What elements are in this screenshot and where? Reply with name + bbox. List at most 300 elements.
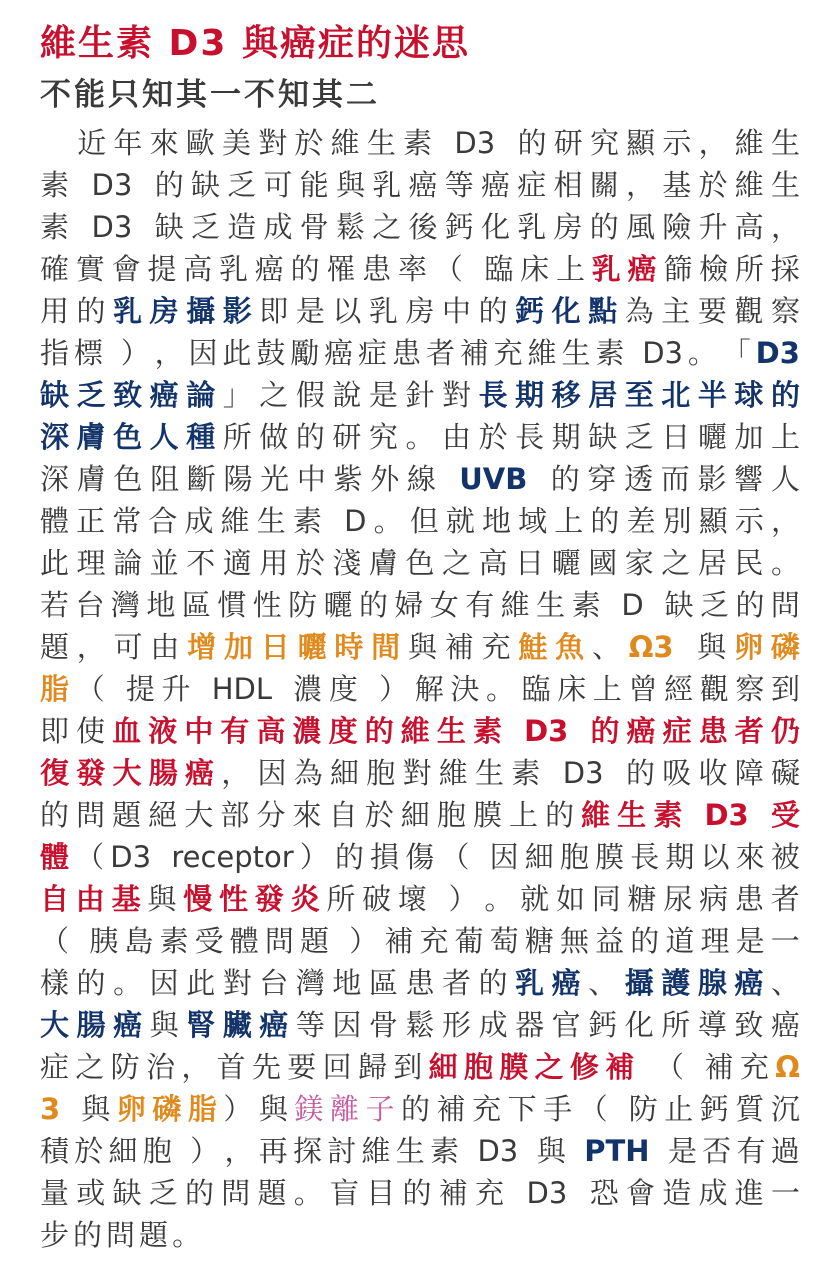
text-glyph: 充 xyxy=(475,1176,505,1210)
text-glyph: 的 xyxy=(478,294,508,328)
text-glyph: 所 xyxy=(661,1008,691,1042)
text-glyph: 患 xyxy=(405,966,435,1000)
text-glyph: 顯 xyxy=(626,126,656,160)
highlight-glyph: 離 xyxy=(329,1092,359,1126)
text-glyph: 以 xyxy=(700,840,730,874)
text-glyph: 期 xyxy=(665,840,695,874)
highlight-glyph: 癌 xyxy=(551,966,581,1000)
text-glyph: 乏 xyxy=(190,210,220,244)
text-glyph: 要 xyxy=(697,294,727,328)
text-glyph: 等 xyxy=(444,168,474,202)
highlight-glyph: 膜 xyxy=(499,1050,529,1084)
article-line xyxy=(40,1004,800,1046)
text-glyph: 與 xyxy=(407,630,437,664)
text-glyph: 相 xyxy=(553,168,583,202)
text-glyph: 與 xyxy=(536,1134,566,1168)
text-glyph: 再 xyxy=(258,1134,288,1168)
text-glyph: 目 xyxy=(366,1176,396,1210)
highlight-glyph: 鎂 xyxy=(294,1092,324,1126)
text-glyph: 之 xyxy=(259,378,289,412)
text-glyph: 。 xyxy=(293,1176,323,1210)
highlight-glyph: 癌 xyxy=(626,714,656,748)
text-glyph: 細 xyxy=(108,1134,138,1168)
text-glyph: 即 xyxy=(40,714,70,748)
text-glyph: 因 xyxy=(332,1008,362,1042)
text-glyph: 充 xyxy=(481,630,511,664)
highlight-glyph: 癌 xyxy=(627,252,657,286)
text-glyph: 素 xyxy=(292,504,322,538)
highlight-glyph: 的 xyxy=(364,714,394,748)
text-glyph: receptor xyxy=(171,840,294,874)
text-glyph: 症 xyxy=(40,1050,70,1084)
article-line xyxy=(40,1088,800,1130)
text-glyph: 癌 xyxy=(254,252,284,286)
text-glyph: 症 xyxy=(517,168,547,202)
text-glyph: 示 xyxy=(734,504,764,538)
text-glyph: 上 xyxy=(509,798,539,832)
text-glyph: 紫 xyxy=(333,462,363,496)
text-glyph: 」 xyxy=(222,378,252,412)
highlight-glyph: 症 xyxy=(662,714,692,748)
text-glyph: 樣 xyxy=(40,966,70,1000)
text-glyph: 地 xyxy=(146,588,176,622)
highlight-glyph: 期 xyxy=(515,378,545,412)
text-glyph: 礙 xyxy=(770,756,800,790)
highlight-glyph: 腺 xyxy=(697,966,727,1000)
text-glyph: 癌 xyxy=(480,168,510,202)
text-glyph: 的 xyxy=(401,1092,431,1126)
text-glyph: 成 xyxy=(184,504,214,538)
highlight-glyph: 性 xyxy=(218,882,248,916)
text-glyph: 經 xyxy=(664,672,694,706)
highlight-glyph: Ω3 xyxy=(628,630,674,664)
article-line xyxy=(40,458,800,500)
text-glyph: 者 xyxy=(425,336,455,370)
text-glyph: 的 xyxy=(550,462,580,496)
text-glyph: 適 xyxy=(222,546,252,580)
text-glyph: 曬 xyxy=(323,588,353,622)
text-glyph: （ xyxy=(440,840,470,874)
highlight-glyph: 慢 xyxy=(183,882,213,916)
text-glyph: 高 xyxy=(183,252,213,286)
text-glyph: 一 xyxy=(770,1176,800,1210)
article-line xyxy=(40,1130,800,1172)
text-glyph: 乏 xyxy=(148,1176,178,1210)
text-glyph: 決 xyxy=(450,672,480,706)
text-glyph: 此 xyxy=(40,546,70,580)
text-glyph: 患 xyxy=(391,336,421,370)
text-glyph: 提 xyxy=(125,672,155,706)
text-glyph: 維 xyxy=(220,504,250,538)
text-glyph: 性 xyxy=(252,588,282,622)
text-glyph: 區 xyxy=(181,588,211,622)
text-glyph: 床 xyxy=(520,252,550,286)
text-glyph: （ xyxy=(40,924,70,958)
text-glyph: 中 xyxy=(442,294,472,328)
text-glyph: 研 xyxy=(332,420,362,454)
highlight-glyph: D3 xyxy=(755,336,800,370)
highlight-glyph: 化 xyxy=(551,294,581,328)
text-glyph: D3 xyxy=(91,210,133,244)
text-glyph: 穿 xyxy=(587,462,617,496)
text-glyph: 線 xyxy=(406,462,436,496)
text-glyph: 絕 xyxy=(148,798,178,832)
text-glyph: 女 xyxy=(429,588,459,622)
text-glyph: 乳 xyxy=(368,294,398,328)
text-glyph: 的 xyxy=(76,294,106,328)
text-glyph: ， xyxy=(770,504,800,538)
text-glyph: 治 xyxy=(145,1050,175,1084)
text-glyph: 題 xyxy=(139,1218,173,1252)
text-glyph: 若 xyxy=(40,588,70,622)
text-glyph: 化 xyxy=(624,1008,654,1042)
highlight-glyph: 維 xyxy=(400,714,430,748)
article-line xyxy=(40,542,800,584)
text-glyph: 基 xyxy=(662,168,692,202)
text-glyph: 形 xyxy=(442,1008,472,1042)
text-glyph: 來 xyxy=(149,126,179,160)
text-glyph: 說 xyxy=(332,378,362,412)
highlight-glyph: 球 xyxy=(734,378,764,412)
text-glyph: 如 xyxy=(555,882,585,916)
text-glyph: 是 xyxy=(667,1134,697,1168)
highlight-glyph: 患 xyxy=(698,714,728,748)
text-glyph: 台 xyxy=(75,588,105,622)
text-glyph: 的 xyxy=(402,1176,432,1210)
text-glyph: 於 xyxy=(364,798,394,832)
text-glyph: 顯 xyxy=(698,504,728,538)
text-glyph: 但 xyxy=(409,504,439,538)
text-glyph: D3 xyxy=(562,756,604,790)
text-glyph: 細 xyxy=(330,756,360,790)
text-glyph: 充 xyxy=(493,336,523,370)
text-glyph: 度 xyxy=(328,672,358,706)
text-glyph: 的 xyxy=(589,210,619,244)
text-glyph: 示 xyxy=(662,126,692,160)
text-glyph: 陽 xyxy=(223,462,253,496)
text-glyph: 步 xyxy=(40,1218,74,1252)
text-glyph: 升 xyxy=(161,672,191,706)
highlight-glyph: 胞 xyxy=(463,1050,493,1084)
text-glyph: 損 xyxy=(370,840,400,874)
text-glyph: 慣 xyxy=(217,588,247,622)
text-glyph: 的 xyxy=(295,420,325,454)
text-glyph: D3 xyxy=(454,126,496,160)
text-glyph: 與 xyxy=(81,1092,111,1126)
text-glyph: ） xyxy=(120,336,150,370)
text-glyph: 生 xyxy=(770,168,800,202)
text-glyph: 、 xyxy=(591,630,621,664)
text-glyph: 回 xyxy=(322,1050,352,1084)
text-glyph: 曬 xyxy=(697,420,727,454)
article-line xyxy=(40,1172,800,1214)
text-glyph: 可 xyxy=(263,168,293,202)
text-glyph: 的 xyxy=(40,798,70,832)
text-glyph: 觀 xyxy=(734,294,764,328)
text-glyph: 。 xyxy=(405,420,435,454)
text-glyph: 近 xyxy=(77,126,107,160)
text-glyph: 罹 xyxy=(326,252,356,286)
highlight-glyph: 時 xyxy=(334,630,364,664)
text-glyph: 生 xyxy=(475,756,505,790)
text-glyph: 假 xyxy=(295,378,325,412)
text-glyph: 之 xyxy=(661,546,691,580)
text-glyph: 因 xyxy=(149,966,179,1000)
highlight-glyph: 種 xyxy=(186,420,216,454)
text-glyph: 沉 xyxy=(770,1092,800,1126)
text-glyph: 房 xyxy=(553,210,583,244)
text-glyph: 乏 xyxy=(227,168,257,202)
text-glyph: 乳 xyxy=(517,210,547,244)
text-glyph: 無 xyxy=(559,924,589,958)
text-glyph: 萄 xyxy=(489,924,519,958)
text-glyph: 患 xyxy=(734,882,764,916)
highlight-glyph: 高 xyxy=(256,714,286,748)
text-glyph: 乏 xyxy=(700,588,730,622)
text-glyph: 胞 xyxy=(366,756,396,790)
text-glyph: 胞 xyxy=(559,840,589,874)
text-glyph: ） xyxy=(349,924,379,958)
text-glyph: 民 xyxy=(734,546,764,580)
text-glyph: 充 xyxy=(739,1050,769,1084)
text-glyph: 採 xyxy=(770,252,800,286)
text-glyph: 與 xyxy=(147,882,177,916)
text-glyph: 可 xyxy=(113,630,143,664)
text-glyph: 患 xyxy=(362,252,392,286)
text-glyph: D3 xyxy=(110,840,152,874)
highlight-glyph: 癌 xyxy=(185,756,215,790)
highlight-glyph: D3 xyxy=(524,714,569,748)
text-glyph: 中 xyxy=(296,462,326,496)
text-glyph: D3 xyxy=(91,168,133,202)
text-glyph: 癌 xyxy=(408,168,438,202)
text-glyph: 官 xyxy=(551,1008,581,1042)
text-glyph: 臨 xyxy=(521,672,551,706)
highlight-glyph: 增 xyxy=(187,630,217,664)
text-glyph: 量 xyxy=(40,1176,70,1210)
highlight-glyph: 曬 xyxy=(297,630,327,664)
highlight-glyph: 人 xyxy=(149,420,179,454)
text-glyph: 的 xyxy=(334,840,364,874)
highlight-glyph: 的 xyxy=(590,714,620,748)
text-glyph: 檢 xyxy=(699,252,729,286)
text-glyph: 能 xyxy=(299,168,329,202)
text-glyph: 問 xyxy=(264,924,294,958)
text-glyph: 吸 xyxy=(662,756,692,790)
text-glyph: 維 xyxy=(500,588,530,622)
text-glyph: 島 xyxy=(124,924,154,958)
text-glyph: ， xyxy=(698,126,728,160)
text-glyph: 歸 xyxy=(357,1050,387,1084)
article-line xyxy=(40,878,800,920)
text-glyph: 膚 xyxy=(368,546,398,580)
text-glyph: 成 xyxy=(698,1176,728,1210)
text-glyph: 用 xyxy=(40,294,70,328)
highlight-glyph: 修 xyxy=(569,1050,599,1084)
highlight-glyph: 大 xyxy=(112,756,142,790)
highlight-glyph: 色 xyxy=(113,420,143,454)
text-glyph: 美 xyxy=(222,126,252,160)
text-glyph: 與 xyxy=(697,630,727,664)
text-glyph: ， xyxy=(224,1134,254,1168)
text-glyph: 止 xyxy=(664,1092,694,1126)
text-glyph: 。 xyxy=(113,966,143,1000)
text-glyph: 域 xyxy=(518,504,548,538)
text-glyph: 的 xyxy=(290,252,320,286)
highlight-glyph: 乳 xyxy=(591,252,621,286)
text-glyph: 有 xyxy=(736,1134,766,1168)
highlight-glyph: 癌 xyxy=(259,1008,289,1042)
highlight-glyph: 生 xyxy=(436,714,466,748)
article-line xyxy=(40,500,800,542)
text-glyph: 器 xyxy=(515,1008,545,1042)
text-glyph: 有 xyxy=(465,588,495,622)
text-glyph: 討 xyxy=(327,1134,357,1168)
text-glyph: 居 xyxy=(697,546,727,580)
text-glyph: 期 xyxy=(551,420,581,454)
text-glyph: 的 xyxy=(154,168,184,202)
text-glyph: 被 xyxy=(770,840,800,874)
text-glyph: 防 xyxy=(110,1050,140,1084)
text-glyph: 缺 xyxy=(588,420,618,454)
highlight-glyph: 護 xyxy=(661,966,691,1000)
text-glyph: 生 xyxy=(256,504,286,538)
text-glyph: 一 xyxy=(770,924,800,958)
text-glyph: 補 xyxy=(444,630,474,664)
text-glyph: 乳 xyxy=(372,168,402,202)
text-glyph: 積 xyxy=(40,1134,70,1168)
text-glyph: 與 xyxy=(335,168,365,202)
text-glyph: 造 xyxy=(662,1176,692,1210)
text-glyph: 。 xyxy=(485,672,515,706)
highlight-glyph: 補 xyxy=(605,1050,635,1084)
highlight-glyph: 素 xyxy=(472,714,502,748)
highlight-glyph: 點 xyxy=(588,294,618,328)
highlight-glyph: 乏 xyxy=(76,378,106,412)
highlight-glyph: 子 xyxy=(365,1092,395,1126)
text-glyph: 生 xyxy=(770,126,800,160)
highlight-glyph: 北 xyxy=(661,378,691,412)
highlight-glyph: 乳 xyxy=(515,966,545,1000)
text-glyph: 大 xyxy=(184,798,214,832)
text-glyph: 缺 xyxy=(154,210,184,244)
article-line xyxy=(40,164,800,206)
text-glyph: 因 xyxy=(188,336,218,370)
text-glyph: 篩 xyxy=(663,252,693,286)
highlight-glyph: 癌 xyxy=(734,966,764,1000)
article-line xyxy=(40,626,800,668)
text-glyph: 的 xyxy=(358,588,388,622)
text-glyph: 影 xyxy=(697,462,727,496)
text-glyph: 體 xyxy=(229,924,259,958)
article-line xyxy=(40,752,800,794)
highlight-glyph: 至 xyxy=(624,378,654,412)
text-glyph: 常 xyxy=(112,504,142,538)
text-glyph: 葡 xyxy=(454,924,484,958)
text-glyph: 缺 xyxy=(664,588,694,622)
text-glyph: 婦 xyxy=(394,588,424,622)
text-glyph: 由 xyxy=(442,420,472,454)
text-glyph: 正 xyxy=(76,504,106,538)
text-glyph: 問 xyxy=(76,798,106,832)
text-glyph: 補 xyxy=(384,924,414,958)
text-glyph: 維 xyxy=(438,756,468,790)
text-glyph: ） xyxy=(190,1134,220,1168)
text-glyph: 補 xyxy=(459,336,489,370)
text-glyph: 題 xyxy=(299,924,329,958)
article-line xyxy=(40,710,800,752)
text-glyph: 由 xyxy=(150,630,180,664)
text-glyph: D3 xyxy=(642,336,683,370)
text-glyph: 與 xyxy=(258,1092,288,1126)
text-glyph: 所 xyxy=(222,420,252,454)
text-glyph: 充 xyxy=(472,1092,502,1126)
text-glyph: 灣 xyxy=(110,588,140,622)
text-glyph: 家 xyxy=(624,546,654,580)
text-glyph: 。 xyxy=(484,882,514,916)
text-glyph: 乳 xyxy=(218,252,248,286)
text-glyph: 症 xyxy=(358,336,388,370)
text-glyph: 維 xyxy=(361,1134,391,1168)
text-glyph: （ xyxy=(433,252,463,286)
text-glyph: 於 xyxy=(295,546,325,580)
text-glyph: 的 xyxy=(735,588,765,622)
article-line xyxy=(40,668,800,710)
text-glyph: 上 xyxy=(770,420,800,454)
text-glyph: 補 xyxy=(704,1050,734,1084)
highlight-glyph: 腎 xyxy=(186,1008,216,1042)
text-glyph: 尿 xyxy=(663,882,693,916)
text-glyph: 問 xyxy=(770,588,800,622)
text-glyph: 胰 xyxy=(89,924,119,958)
text-glyph: 維 xyxy=(330,126,360,160)
text-glyph: 勵 xyxy=(290,336,320,370)
highlight-glyph: 素 xyxy=(653,798,683,832)
text-glyph: 缺 xyxy=(190,168,220,202)
highlight-glyph: 3 xyxy=(40,1092,61,1126)
highlight-glyph: 脂 xyxy=(187,1092,217,1126)
text-glyph: ， xyxy=(625,168,655,202)
text-glyph: 的 xyxy=(73,1218,107,1252)
text-glyph: 素 xyxy=(429,1134,459,1168)
text-glyph: 乏 xyxy=(624,420,654,454)
highlight-glyph: 日 xyxy=(260,630,290,664)
text-glyph: 胞 xyxy=(142,1134,172,1168)
text-glyph: 色 xyxy=(405,546,435,580)
text-glyph: 對 xyxy=(222,966,252,1000)
text-glyph: 等 xyxy=(295,1008,325,1042)
text-glyph: 上 xyxy=(554,504,584,538)
text-glyph: 之 xyxy=(372,210,402,244)
text-glyph: 地 xyxy=(332,966,362,1000)
text-glyph: 細 xyxy=(524,840,554,874)
highlight-glyph: 仍 xyxy=(770,714,800,748)
highlight-glyph: Ω xyxy=(775,1050,800,1084)
text-glyph: 先 xyxy=(251,1050,281,1084)
text-glyph: 素 xyxy=(403,126,433,160)
text-glyph: 題 xyxy=(40,630,70,664)
highlight-glyph: UVB xyxy=(459,462,528,496)
text-glyph: 後 xyxy=(408,210,438,244)
highlight-glyph: 由 xyxy=(75,882,105,916)
article-line xyxy=(40,122,800,164)
highlight-glyph: 卵 xyxy=(733,630,763,664)
text-glyph: 胞 xyxy=(436,798,466,832)
highlight-glyph: 血 xyxy=(112,714,142,748)
text-glyph: 維 xyxy=(734,126,764,160)
highlight-glyph: 之 xyxy=(534,1050,564,1084)
article-line xyxy=(40,836,800,878)
